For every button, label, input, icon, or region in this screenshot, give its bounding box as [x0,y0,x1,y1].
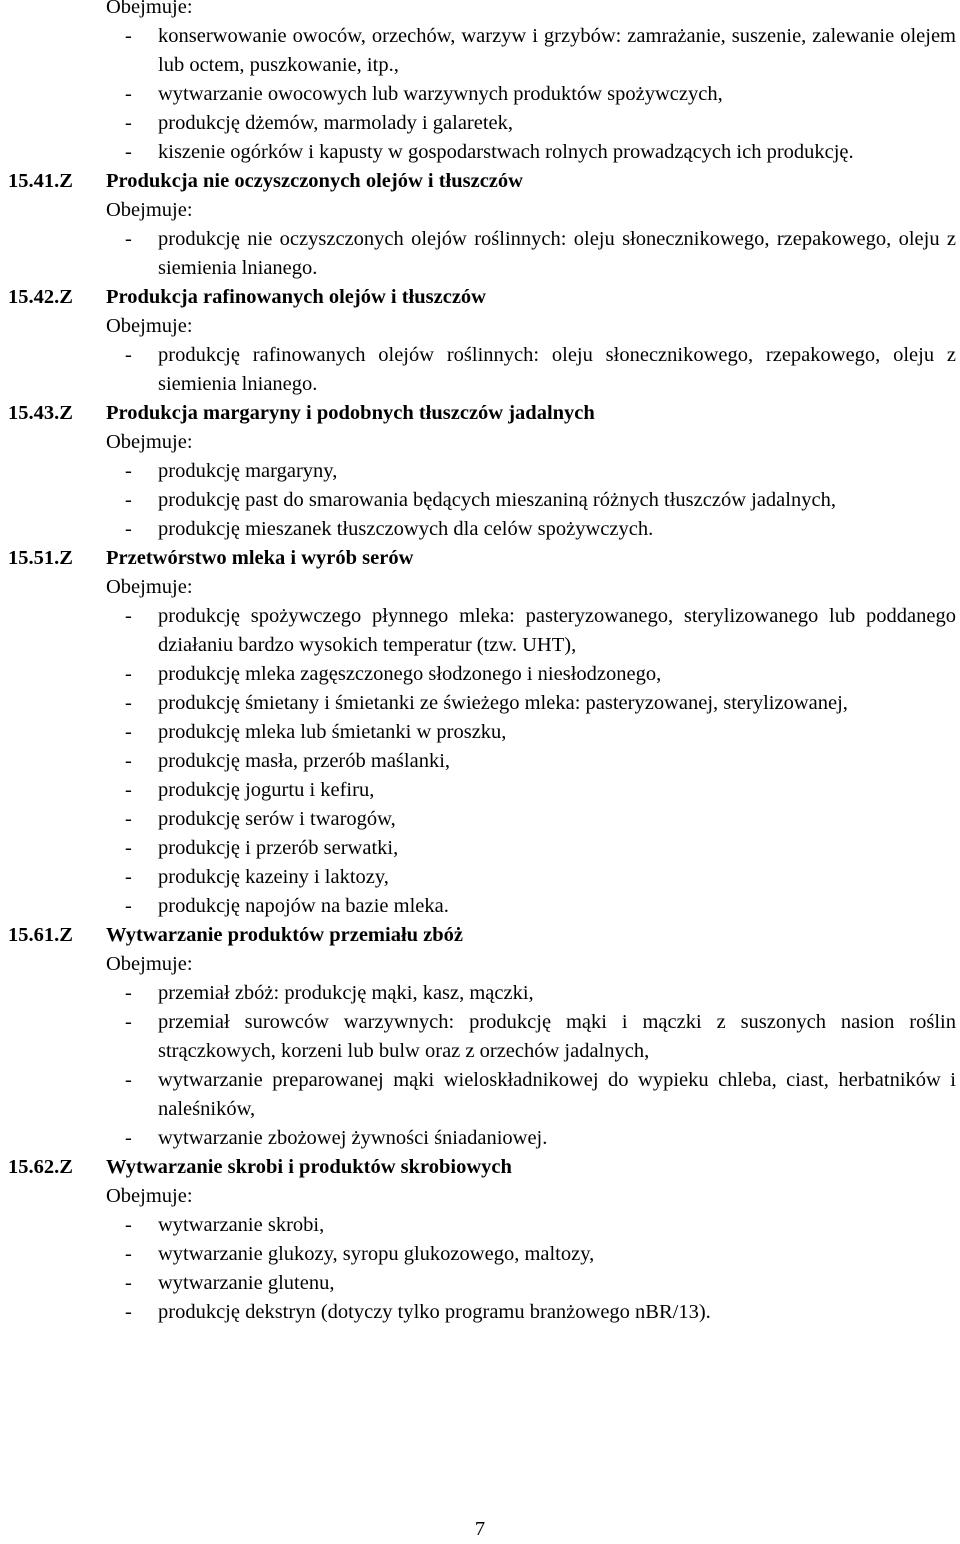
list-item-text: produkcję i przerób serwatki, [158,837,399,859]
section-15-42-z [0,283,960,399]
list-item [0,225,960,283]
list-item [0,1008,960,1066]
list-dash: - [125,1127,132,1149]
list-dash: - [125,808,132,830]
section-item-list [0,979,960,1153]
list-dash: - [125,605,132,627]
list-dash: - [125,489,132,511]
list-item-text: produkcję serów i twarogów, [158,808,396,830]
list-item-text: produkcję jogurtu i kefiru, [158,779,375,801]
section-title: Przetwórstwo mleka i wyrób serów [106,547,414,569]
list-item [0,138,960,167]
section-item-list [0,1211,960,1327]
section-code: 15.42.Z [8,286,73,308]
list-item [0,660,960,689]
section-15-61-z [0,921,960,1153]
list-item-text: produkcję mleka zagęszczonego słodzonego i niesłodzonego, [158,663,662,685]
list-item [0,892,960,921]
list-dash: - [125,866,132,888]
list-item [0,457,960,486]
section-15-51-z [0,544,960,921]
section-title: Produkcja rafinowanych olejów i tłuszczów [106,286,486,308]
list-item-text: produkcję margaryny, [158,460,338,482]
section-title: Produkcja margaryny i podobnych tłuszczów jadalnych [106,402,595,424]
section-code: 15.41.Z [8,170,73,192]
section-code: 15.62.Z [8,1156,73,1178]
list-item [0,805,960,834]
list-item [0,22,960,80]
section-item-list [0,457,960,544]
list-dash: - [125,25,132,47]
section-code: 15.61.Z [8,924,73,946]
list-item-text: produkcję spożywczego płynnego mleka: pasteryzowanego, sterylizowanego lub poddanego działaniu bardzo wysokich temperatur (tzw. UHT), [158,605,956,656]
list-dash: - [125,837,132,859]
list-item-text: wytwarzanie owocowych lub warzywnych produktów spożywczych, [158,83,723,105]
covers-label: Obejmuje: [106,0,193,18]
list-dash: - [125,895,132,917]
list-item [0,689,960,718]
list-item-text: produkcję mleka lub śmietanki w proszku, [158,721,507,743]
list-item-text: wytwarzanie zbożowej żywności śniadaniowej. [158,1127,548,1149]
section-15-43-z [0,399,960,544]
covers-label: Obejmuje: [106,431,193,453]
list-item [0,776,960,805]
list-item-text: produkcję dżemów, marmolady i galaretek, [158,112,514,134]
list-item [0,515,960,544]
list-item-text: produkcję nie oczyszczonych olejów roślinnych: oleju słonecznikowego, rzepakowego, oleju z siemienia lnianego. [158,228,956,279]
list-item [0,1211,960,1240]
list-item [0,718,960,747]
section-heading [0,544,960,573]
list-dash: - [125,750,132,772]
list-dash: - [125,141,132,163]
list-dash: - [125,1069,132,1091]
list-dash: - [125,779,132,801]
list-item-text: konserwowanie owoców, orzechów, warzyw i grzybów: zamrażanie, suszenie, zalewanie olejem lub octem, puszkowanie, itp., [158,25,956,76]
section-15-62-z [0,1153,960,1327]
list-item-text: produkcję dekstryn (dotyczy tylko programu branżowego nBR/13). [158,1301,711,1323]
list-item [0,1269,960,1298]
list-item [0,341,960,399]
section-item-list [0,341,960,399]
list-item-text: kiszenie ogórków i kapusty w gospodarstwach rolnych prowadzących ich produkcję. [158,141,854,163]
list-dash: - [125,1214,132,1236]
list-dash: - [125,1243,132,1265]
list-dash: - [125,1272,132,1294]
section-item-list [0,225,960,283]
list-item-text: przemiał zbóż: produkcję mąki, kasz, mączki, [158,982,534,1004]
list-dash: - [125,663,132,685]
list-item-text: wytwarzanie preparowanej mąki wieloskładnikowej do wypieku chleba, ciast, herbatników i naleśników, [158,1069,956,1120]
list-item [0,834,960,863]
list-item-text: wytwarzanie skrobi, [158,1214,325,1236]
section-heading [0,283,960,312]
list-item-text: produkcję napojów na bazie mleka. [158,895,449,917]
section-heading [0,921,960,950]
list-item [0,1240,960,1269]
list-item [0,1298,960,1327]
list-item [0,863,960,892]
list-dash: - [125,692,132,714]
list-dash: - [125,518,132,540]
list-item-text: produkcję śmietany i śmietanki ze świeżego mleka: pasteryzowanej, sterylizowanej, [158,692,848,714]
section-heading [0,167,960,196]
list-dash: - [125,112,132,134]
covers-label: Obejmuje: [106,315,193,337]
list-dash: - [125,83,132,105]
section-title: Produkcja nie oczyszczonych olejów i tłuszczów [106,170,523,192]
list-item [0,1124,960,1153]
list-item [0,979,960,1008]
section-title: Wytwarzanie skrobi i produktów skrobiowych [106,1156,512,1178]
section-title: Wytwarzanie produktów przemiału zbóż [106,924,464,946]
list-item [0,1066,960,1124]
list-dash: - [125,460,132,482]
list-dash: - [125,982,132,1004]
list-dash: - [125,1301,132,1323]
list-item-text: przemiał surowców warzywnych: produkcję mąki i mączki z suszonych nasion roślin strączkowych, korzeni lub bulw oraz z orzechów jadalnych, [158,1011,956,1062]
list-dash: - [125,228,132,250]
list-dash: - [125,1011,132,1033]
list-item [0,109,960,138]
section-item-list [0,602,960,921]
covers-label: Obejmuje: [106,576,193,598]
intro-item-list [0,22,960,167]
list-item-text: produkcję mieszanek tłuszczowych dla celów spożywczych. [158,518,654,540]
list-item-text: produkcję past do smarowania będących mieszaniną różnych tłuszczów jadalnych, [158,489,836,511]
list-item-text: produkcję rafinowanych olejów roślinnych: oleju słonecznikowego, rzepakowego, oleju z siemienia lnianego. [158,344,956,395]
list-item-text: produkcję kazeiny i laktozy, [158,866,389,888]
list-item-text: wytwarzanie glutenu, [158,1272,335,1294]
intro-block [0,0,960,167]
list-item [0,80,960,109]
section-heading [0,399,960,428]
list-item [0,747,960,776]
list-item-text: wytwarzanie glukozy, syropu glukozowego, maltozy, [158,1243,595,1265]
covers-label: Obejmuje: [106,199,193,221]
list-item [0,486,960,515]
covers-label: Obejmuje: [106,1185,193,1207]
section-code: 15.43.Z [8,402,73,424]
covers-label: Obejmuje: [106,953,193,975]
section-code: 15.51.Z [8,547,73,569]
section-15-41-z [0,167,960,283]
list-dash: - [125,344,132,366]
list-item [0,602,960,660]
list-item-text: produkcję masła, przerób maślanki, [158,750,451,772]
list-dash: - [125,721,132,743]
section-heading [0,1153,960,1182]
page-number: 7 [474,1518,486,1540]
